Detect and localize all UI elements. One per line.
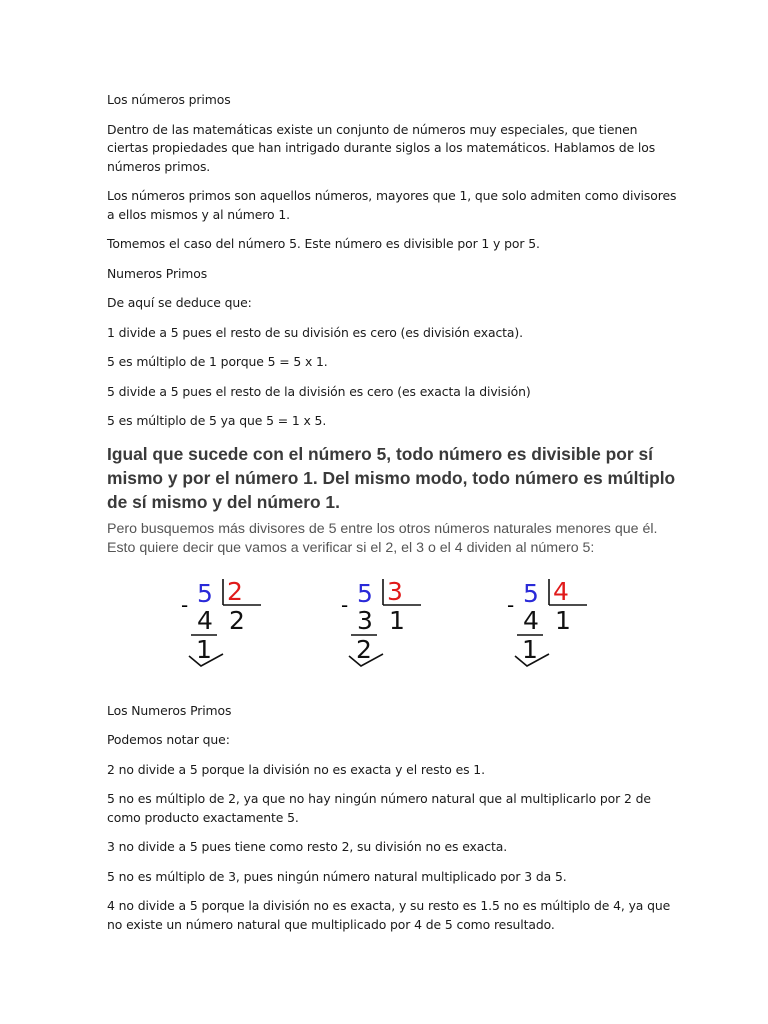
- remainder: 1: [196, 634, 212, 664]
- paragraph: 5 divide a 5 pues el resto de la división es cero (es exacta la división): [107, 383, 531, 399]
- paragraph: 3 no divide a 5 pues tiene como resto 2, su división no es exacta.: [107, 839, 508, 854]
- division-figure: [505, 572, 615, 682]
- divisor: 2: [227, 576, 243, 606]
- product: 4: [197, 605, 213, 635]
- document-page: [107, 91, 677, 945]
- dividend: 5: [357, 578, 373, 608]
- division-figure: [179, 572, 289, 682]
- paragraph: Dentro de las matemáticas existe un conjunto de números muy especiales, que tienen ciertas propiedades que han intrigado durante siglos a los matemáticos. Hablamos de los números primos.: [107, 121, 656, 174]
- division-figures: [107, 558, 677, 696]
- remainder: 2: [356, 634, 372, 664]
- minus-sign: -: [507, 592, 515, 617]
- doc-title: Los números primos: [107, 92, 231, 107]
- paragraph: 5 es múltiplo de 1 porque 5 = 5 x 1.: [107, 354, 328, 369]
- lead-paragraph: Pero busquemos más divisores de 5 entre los otros números naturales menores que él. Esto quiere decir que vamos a verificar si el 2, el 3 o el 4 dividen al número 5:: [107, 520, 658, 556]
- division-figure: [339, 572, 449, 682]
- division-diagram: [505, 572, 615, 682]
- paragraph: Podemos notar que:: [107, 732, 230, 747]
- paragraph: Tomemos el caso del número 5. Este número es divisible por 1 y por 5.: [107, 236, 540, 251]
- paragraph: Numeros Primos: [107, 265, 208, 281]
- paragraph: 5 no es múltiplo de 2, ya que no hay ningún número natural que al multiplicarlo por 2 de como producto exactamente 5.: [107, 791, 651, 825]
- minus-sign: -: [341, 592, 349, 617]
- quotient: 1: [389, 605, 405, 635]
- quotient: 1: [555, 605, 571, 635]
- paragraph: 5 no es múltiplo de 3, pues ningún número natural multiplicado por 3 da 5.: [107, 868, 567, 884]
- division-diagram: [179, 572, 289, 682]
- paragraph: 4 no divide a 5 porque la división no es exacta, y su resto es 1.5 no es múltiplo de 4, ya que no existe un número natural que multiplicado por 4 de 5 como resultado.: [107, 898, 671, 932]
- quotient: 2: [229, 605, 245, 635]
- section-heading: Igual que sucede con el número 5, todo número es divisible por sí mismo y por el número 1. Del mismo modo, todo número es múltiplo de sí mismo y del número 1.: [107, 443, 676, 512]
- division-diagram: [339, 572, 449, 682]
- paragraph: De aquí se deduce que:: [107, 295, 252, 310]
- paragraph: 2 no divide a 5 porque la división no es exacta y el resto es 1.: [107, 761, 485, 777]
- divisor: 3: [387, 576, 403, 606]
- paragraph: Los números primos son aquellos números, mayores que 1, que solo admiten como divisores a ellos mismos y al número 1.: [107, 188, 677, 222]
- divisor: 4: [553, 576, 569, 606]
- minus-sign: -: [181, 592, 189, 617]
- dividend: 5: [197, 578, 213, 608]
- dividend: 5: [523, 578, 539, 608]
- product: 3: [357, 605, 373, 635]
- paragraph: Los Numeros Primos: [107, 702, 232, 718]
- paragraph: 5 es múltiplo de 5 ya que 5 = 1 x 5.: [107, 413, 327, 428]
- product: 4: [523, 605, 539, 635]
- remainder: 1: [522, 634, 538, 664]
- paragraph: 1 divide a 5 pues el resto de su división es cero (es división exacta).: [107, 324, 523, 340]
